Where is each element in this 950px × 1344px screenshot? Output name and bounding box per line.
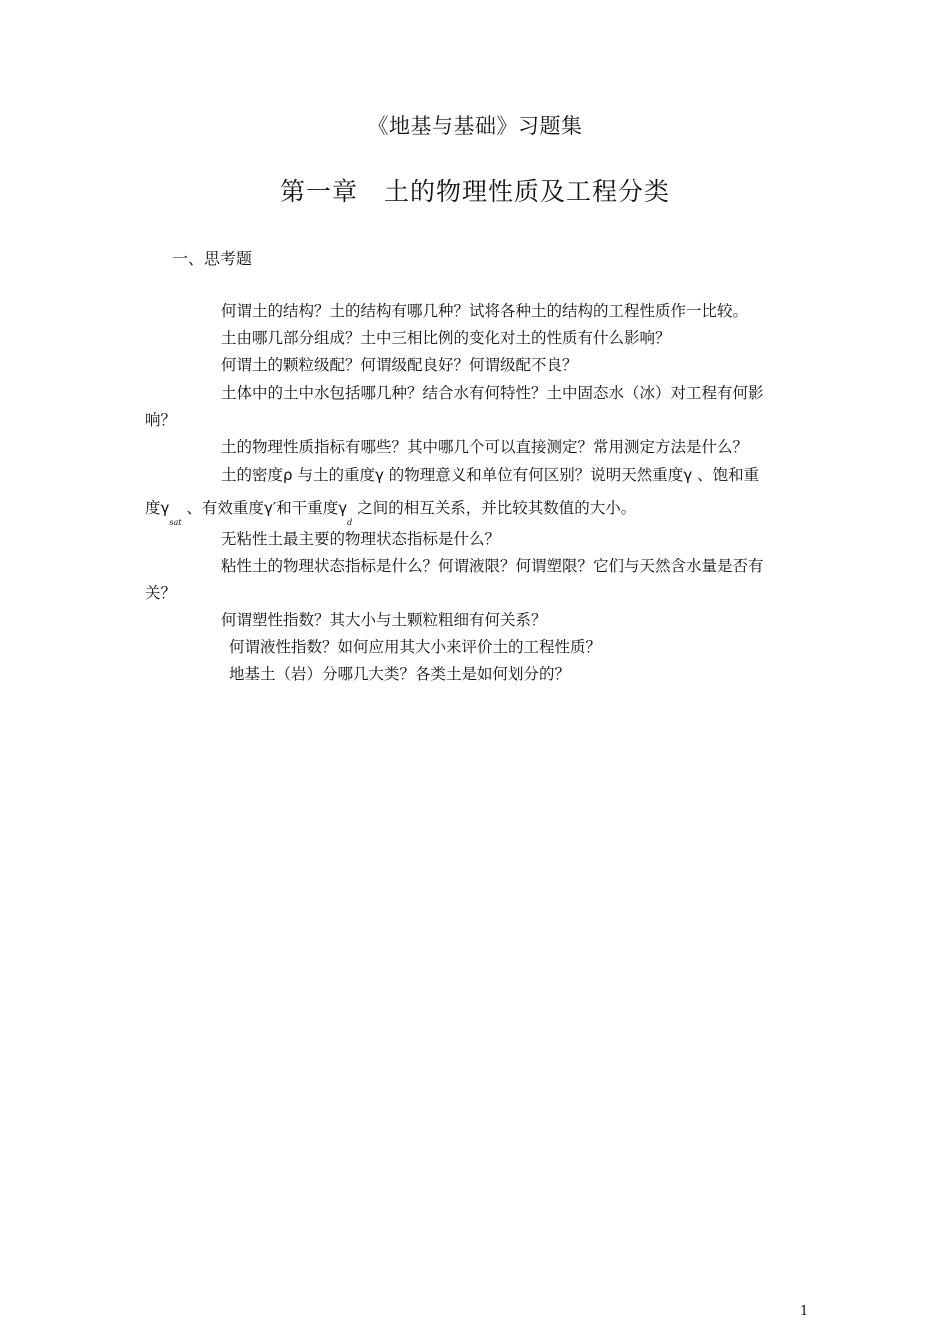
question-7 [145, 526, 810, 553]
question-10 [145, 634, 810, 661]
question-5 [145, 434, 810, 461]
question-text: 何谓塑性指数？其大小与土颗粒粗细有何关系？ [221, 611, 547, 629]
section-heading: 一、思考题 [172, 249, 253, 268]
question-text: 何谓土的颗粒级配？何谓级配良好？何谓级配不良？ [221, 356, 578, 374]
question-text: 土体中的土中水包括哪几种？结合水有何特性？土中固态水（冰）对工程有何影 [221, 384, 764, 402]
question-6 [145, 462, 810, 527]
gamma-d-symbol: γ [338, 499, 348, 517]
question-text: 何谓土的结构？土的结构有哪几种？试将各种土的结构的工程性质作一比较。 [221, 302, 749, 320]
question-text: 、饱和重 [692, 466, 760, 484]
question-text: 土的物理性质指标有哪些？其中哪几个可以直接测定？常用测定方法是什么？ [221, 438, 749, 456]
question-text-continued: 响？ [145, 411, 177, 429]
question-text: 和干重度 [276, 499, 339, 517]
gamma-prime-symbol: γ′ [263, 499, 277, 517]
question-11 [145, 661, 810, 688]
question-1 [145, 298, 810, 325]
gamma-sat-symbol: γ [160, 499, 170, 517]
question-text: 之间的相互关系，并比较其数值的大小。 [352, 499, 637, 517]
question-text: 无粘性土最主要的物理状态指标是什么？ [221, 530, 501, 548]
question-text-continued: 关？ [145, 584, 177, 602]
question-8 [145, 553, 810, 607]
sat-subscript: sat [169, 518, 182, 527]
gamma-symbol: γ [374, 466, 384, 484]
question-4 [145, 380, 810, 434]
question-text: 与土的重度 [292, 466, 375, 484]
chapter-number: 第一章 [279, 177, 358, 206]
book-title: 《地基与基础》习题集 [367, 114, 583, 138]
chapter-title [0, 172, 950, 208]
question-text: 的物理意义和单位有何区别？说明天然重度 [383, 466, 684, 484]
chapter-name: 土的物理性质及工程分类 [384, 177, 671, 206]
question-text: 、有效重度 [181, 499, 264, 517]
question-text: 粘性土的物理状态指标是什么？何谓液限？何谓塑限？它们与天然含水量是否有 [221, 557, 764, 575]
question-9 [145, 607, 810, 634]
rho-symbol: ρ [283, 466, 293, 484]
question-text: 土由哪几部分组成？土中三相比例的变化对土的性质有什么影响？ [221, 329, 671, 347]
question-3 [145, 352, 810, 379]
d-subscript: d [347, 518, 353, 527]
gamma-symbol: γ [683, 466, 693, 484]
question-text: 土的密度 [221, 466, 284, 484]
question-2 [145, 325, 810, 352]
question-text: 地基土（岩）分哪几大类？各类土是如何划分的？ [229, 665, 571, 683]
page-number: 1 [800, 1304, 809, 1319]
question-text: 何谓液性指数？如何应用其大小来评价土的工程性质？ [229, 638, 602, 656]
question-text: 度 [145, 499, 161, 517]
